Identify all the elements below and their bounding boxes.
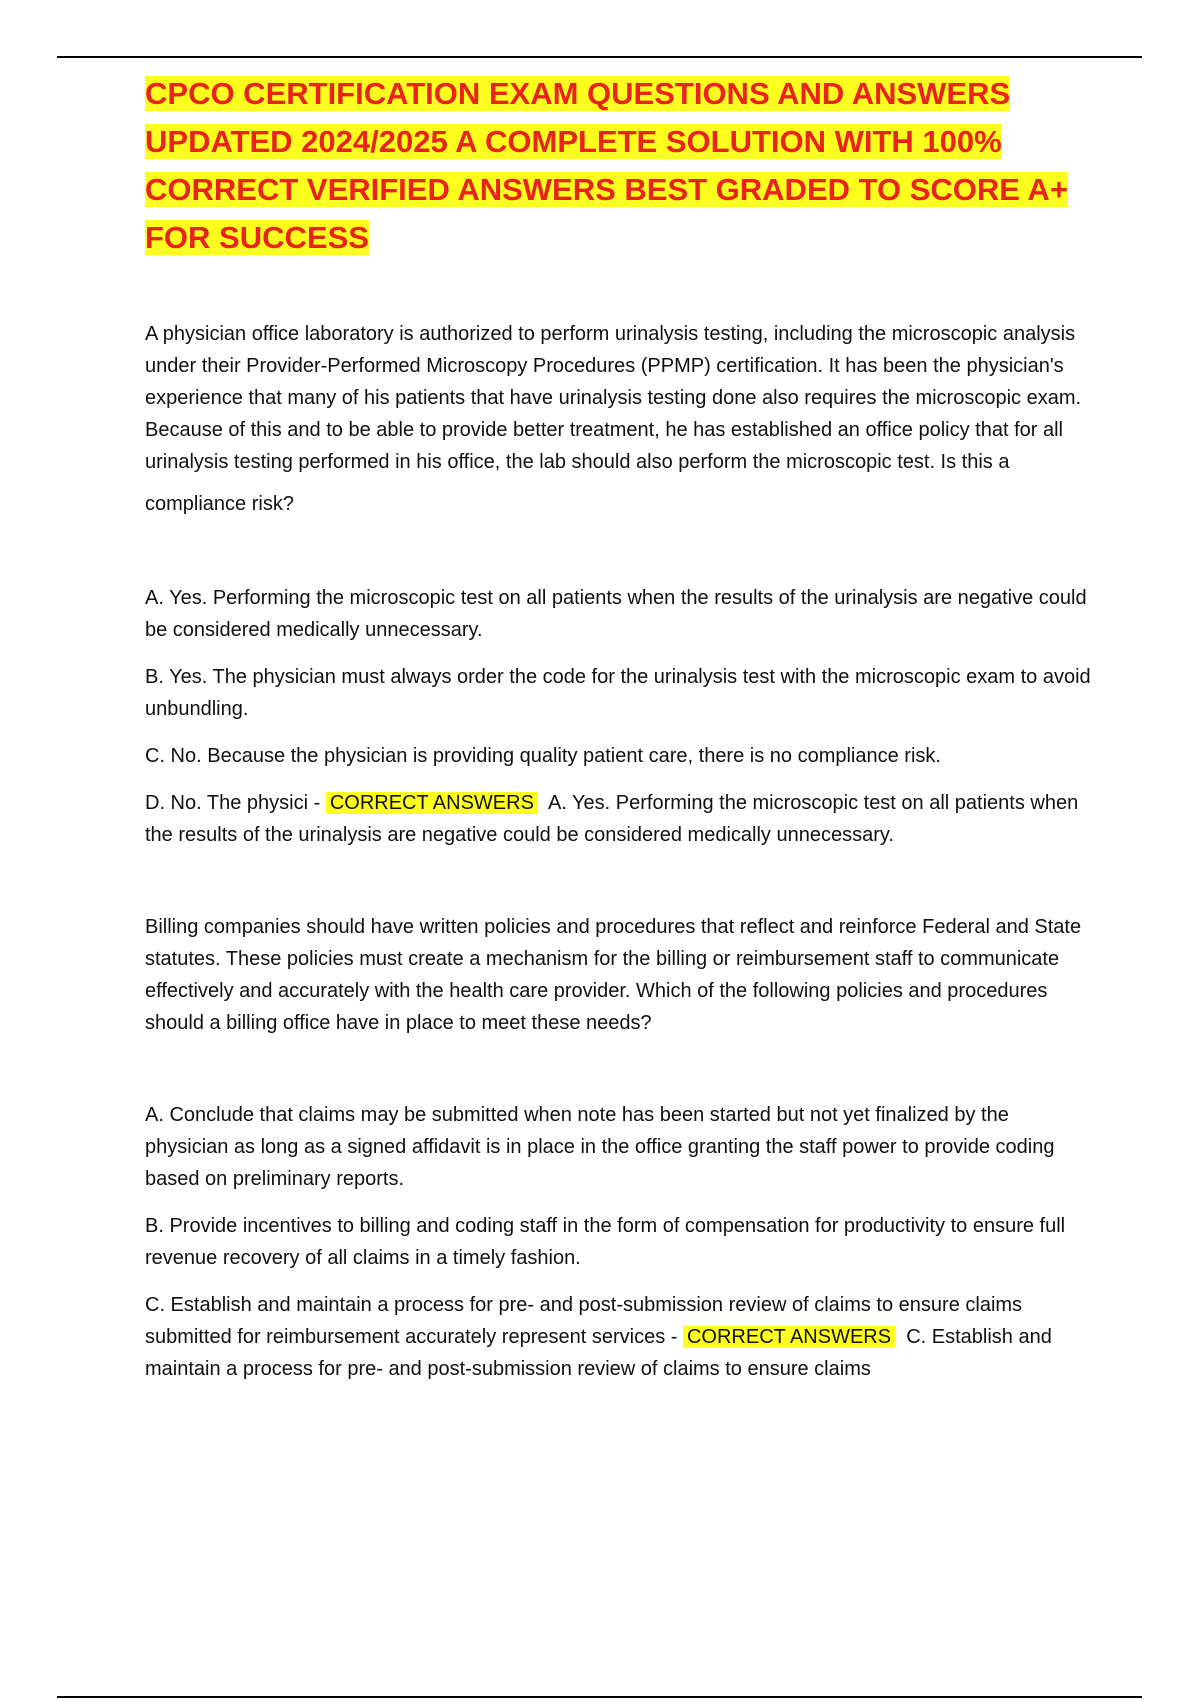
q2-correct-answer: C. Establish and maintain a process for pre- and post-submission review of claims to ensure claims [145,1326,1052,1380]
q2-option-b: B. Provide incentives to billing and coding staff in the form of compensation for productivity to ensure full revenue recovery of all claims in a timely fashion. [145,1215,1066,1269]
q2-option-c-with-answer [145,1289,1095,1385]
q1-option-d-with-answer [145,787,1095,851]
bottom-rule [57,1696,1142,1698]
top-rule [57,56,1142,58]
question-2-text: Billing companies should have written policies and procedures that reflect and reinforce Federal and State statutes. These policies must create a mechanism for the billing or reimbursement staff to communicate effectively and accurately with the health care provider. Which of the following policies and procedures should a billing office have in place to meet these needs? [145,916,1082,1034]
q1-correct-answer: A. Yes. Performing the microscopic test on all patients when the results of the urinalysis are negative could be considered medically unnecessary. [145,792,1079,846]
q1-option-a: A. Yes. Performing the microscopic test on all patients when the results of the urinalysis are negative could be considered medically unnecessary. [145,587,1087,641]
q1-option-d-prefix: D. No. The physici - [145,792,321,814]
q1-correct-answers-label: CORRECT ANSWERS [326,792,538,814]
title-text: CPCO CERTIFICATION EXAM QUESTIONS AND ANSWERS UPDATED 2024/2025 A COMPLETE SOLUTION WITH 100% CORRECT VERIFIED ANSWERS BEST GRADED TO SCORE A+ FOR SUCCESS [145,76,1068,255]
document-title [145,70,1095,262]
q2-option-c-prefix: C. Establish and maintain a process for pre- and post-submission review of claims to ensure claims submitted for reimbursement accurately represent services - [145,1294,1023,1348]
q1-option-c: C. No. Because the physician is providing quality patient care, there is no compliance risk. [145,745,941,767]
question-1-text: A physician office laboratory is authorized to perform urinalysis testing, including the microscopic analysis under their Provider-Performed Microscopy Procedures (PPMP) certification. It has been the physician's experience that many of his patients that have urinalysis testing done also requires the microscopic exam. Because of this and to be able to provide better treatment, he has established an office policy that for all urinalysis testing performed in his office, the lab should also perform the microscopic test. Is this a [145,323,1082,473]
question-1-text-tail: compliance risk? [145,493,294,515]
q2-correct-answers-label: CORRECT ANSWERS [683,1326,895,1348]
document-body [145,70,1095,1385]
q2-option-a: A. Conclude that claims may be submitted when note has been started but not yet finalized by the physician as long as a signed affidavit is in place in the office granting the staff power to provide coding based on preliminary reports. [145,1104,1055,1190]
q1-option-b: B. Yes. The physician must always order the code for the urinalysis test with the microscopic exam to avoid unbundling. [145,666,1091,720]
